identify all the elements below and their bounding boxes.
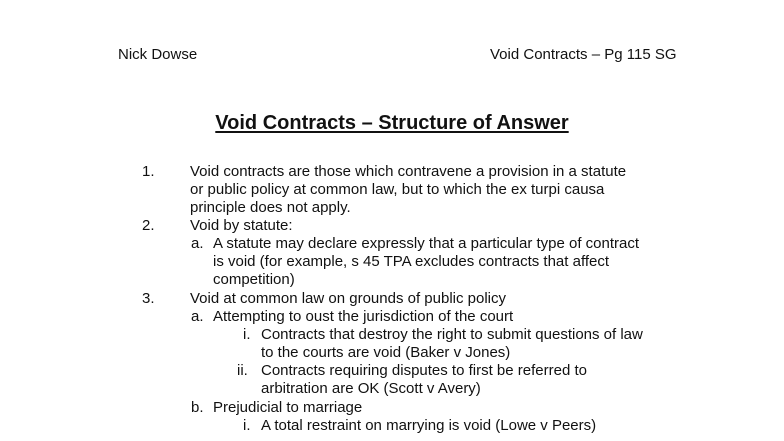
item-3b-label: b. xyxy=(191,399,204,416)
item-3b-i-line-1: A total restraint on marrying is void (Lowe v Peers) xyxy=(261,417,597,434)
item-3a-ii-line-2: arbitration are OK (Scott v Avery) xyxy=(261,380,481,397)
item-3a-i-label: i. xyxy=(243,326,251,343)
item-3a-i-line-2: to the courts are void (Baker v Jones) xyxy=(261,344,511,361)
item-3a-line-1: Attempting to oust the jurisdiction of the court xyxy=(213,308,514,325)
item-1-line-2: or public policy at common law, but to which the ex turpi causa xyxy=(190,181,605,198)
item-3b-i-label: i. xyxy=(243,417,251,434)
item-1-line-3: principle does not apply. xyxy=(190,199,351,216)
item-2a-line-3: competition) xyxy=(213,271,295,288)
item-1-line-1: Void contracts are those which contravene a provision in a statute xyxy=(190,163,627,180)
item-3a-ii-label: ii. xyxy=(237,362,248,379)
document-title: Void Contracts – Structure of Answer xyxy=(215,112,569,134)
list-number-3: 3. xyxy=(142,290,155,307)
item-2a-label: a. xyxy=(191,235,204,252)
item-3-line-1: Void at common law on grounds of public policy xyxy=(190,290,507,307)
item-3b-line-1: Prejudicial to marriage xyxy=(213,399,363,416)
item-2-line-1: Void by statute: xyxy=(190,217,293,234)
item-3a-ii-line-1: Contracts requiring disputes to first be referred to xyxy=(261,362,587,379)
header-reference: Void Contracts – Pg 115 SG xyxy=(490,46,677,63)
item-3a-label: a. xyxy=(191,308,204,325)
item-2a-line-1: A statute may declare expressly that a particular type of contract xyxy=(213,235,640,252)
item-2a-line-2: is void (for example, s 45 TPA excludes contracts that affect xyxy=(213,253,610,270)
item-3a-i-line-1: Contracts that destroy the right to submit questions of law xyxy=(261,326,643,343)
list-number-1: 1. xyxy=(142,163,155,180)
list-number-2: 2. xyxy=(142,217,155,234)
header-author: Nick Dowse xyxy=(118,46,198,63)
